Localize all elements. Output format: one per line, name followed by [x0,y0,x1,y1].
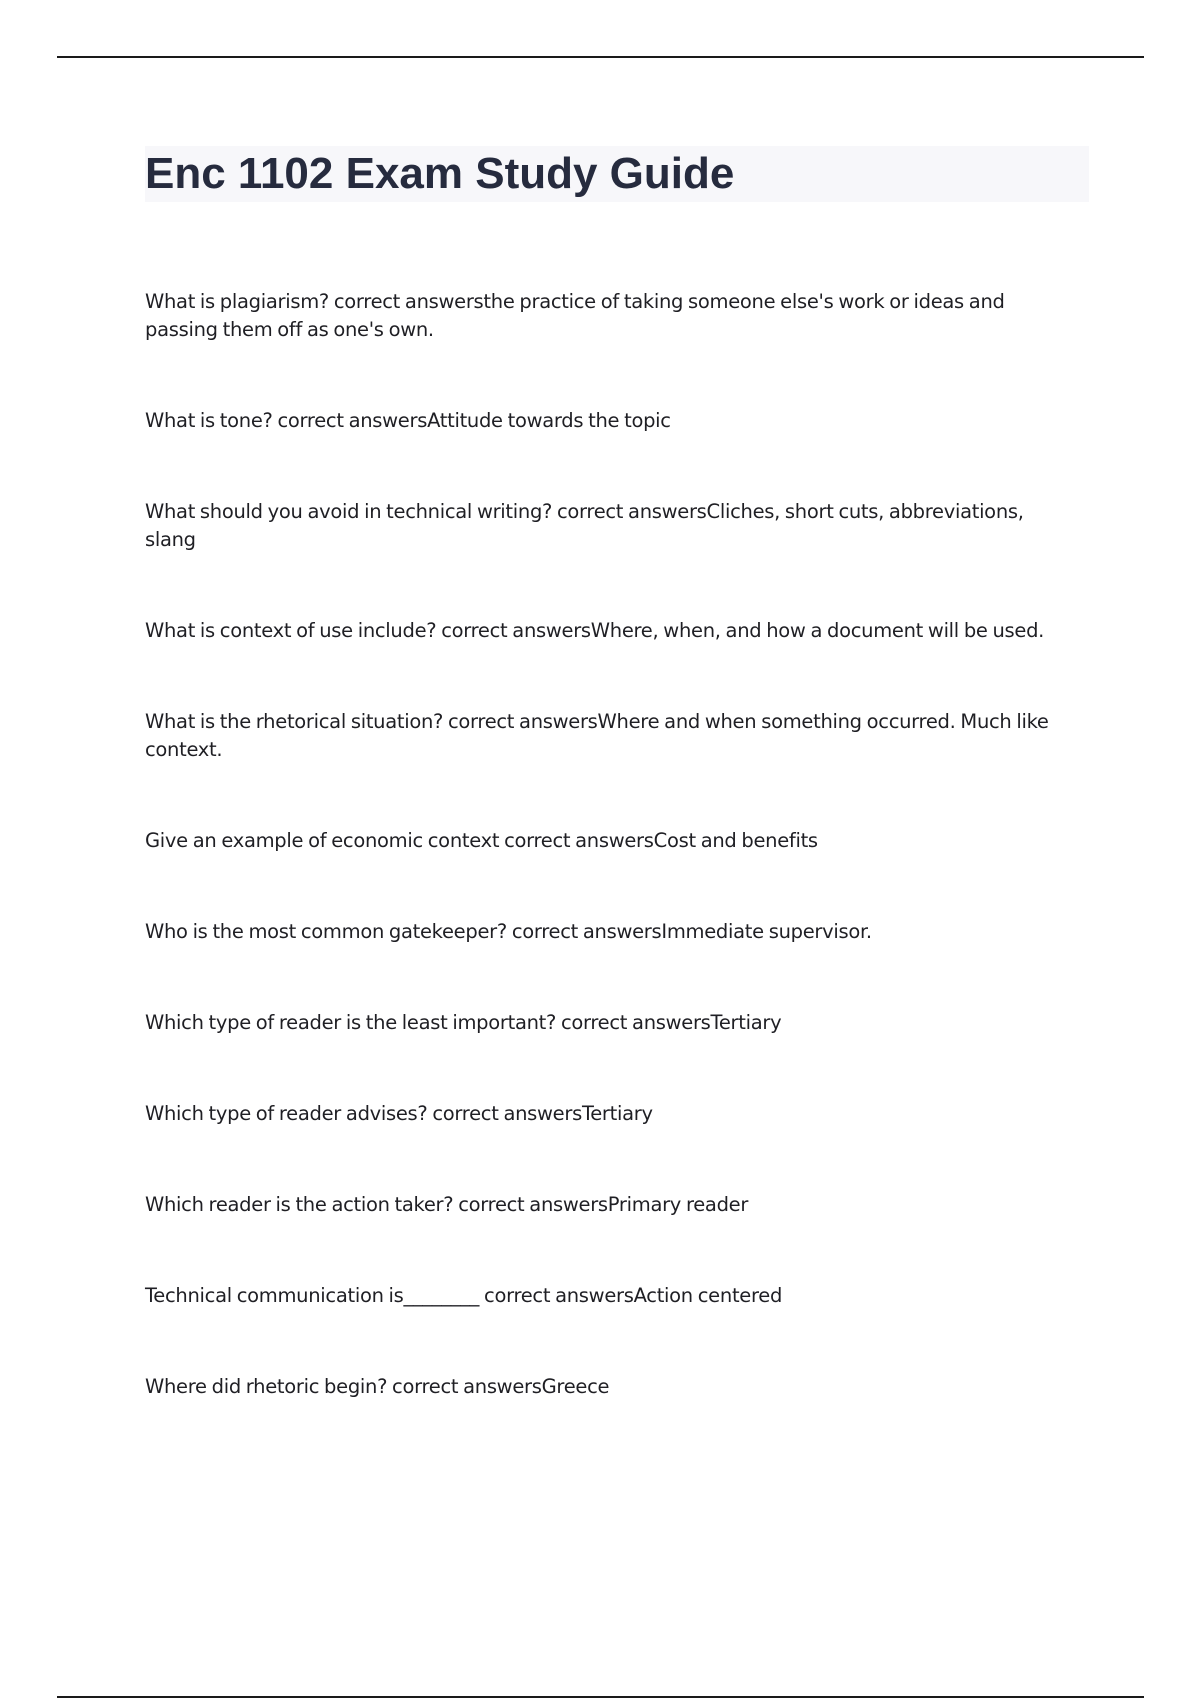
answer-connector: correct answers [443,710,598,733]
answer-text: Immediate supervisor. [661,920,872,943]
question-text: Where did rhetoric begin? [145,1375,388,1398]
answer-connector: correct answers [387,1375,542,1398]
qa-item [145,1373,1065,1401]
bottom-rule [57,1696,1144,1698]
question-text: Who is the most common gatekeeper? [145,920,507,943]
answer-connector: correct answers [427,1102,582,1125]
qa-item [145,1191,1065,1219]
qa-item [145,827,1065,855]
answer-connector: correct answers [436,619,591,642]
answer-connector: correct answers [556,1011,711,1034]
answer-connector: correct answers [499,829,654,852]
answer-text: Action centered [633,1284,783,1307]
answer-text: Cliches, short cuts, abbreviations, slang [145,500,1024,551]
question-text: What is the rhetorical situation? [145,710,444,733]
question-text: What is plagiarism? [145,290,329,313]
answer-connector: correct answers [328,290,484,313]
qa-item [145,1282,1065,1310]
qa-item [145,1100,1065,1128]
answer-text: Cost and benefits [653,829,818,852]
qa-item [145,288,1065,344]
question-text: What should you avoid in technical writing? [145,500,553,523]
question-text: Give an example of economic context [145,829,500,852]
answer-text: Tertiary [581,1102,653,1125]
question-text: Which type of reader is the least important? [145,1011,557,1034]
qa-list [145,288,1065,1464]
top-rule [57,56,1144,58]
answer-text: the practice of taking someone else's work or ideas and passing them off as one's own. [145,290,1005,341]
qa-item [145,498,1065,554]
answer-connector: correct answers [272,409,428,432]
question-text: Which type of reader advises? [145,1102,428,1125]
qa-item [145,918,1065,946]
answer-connector: correct answers [506,920,662,943]
document-title: Enc 1102 Exam Study Guide [145,149,735,198]
answer-connector: correct answers [552,500,707,523]
answer-connector: correct answers [479,1284,634,1307]
qa-item [145,407,1065,435]
answer-text: Tertiary [710,1011,782,1034]
answer-text: Primary reader [607,1193,749,1216]
question-text: Which reader is the action taker? [145,1193,454,1216]
qa-item [145,708,1065,764]
question-text: Technical communication is________ [145,1284,480,1307]
qa-item [145,1009,1065,1037]
question-text: What is context of use include? [145,619,437,642]
answer-text: Where, when, and how a document will be used. [590,619,1045,642]
answer-connector: correct answers [453,1193,608,1216]
answer-text: Greece [541,1375,610,1398]
question-text: What is tone? [145,409,273,432]
answer-text: Where and when something occurred. Much like context. [145,710,1049,761]
qa-item [145,617,1065,645]
answer-text: Attitude towards the topic [427,409,671,432]
